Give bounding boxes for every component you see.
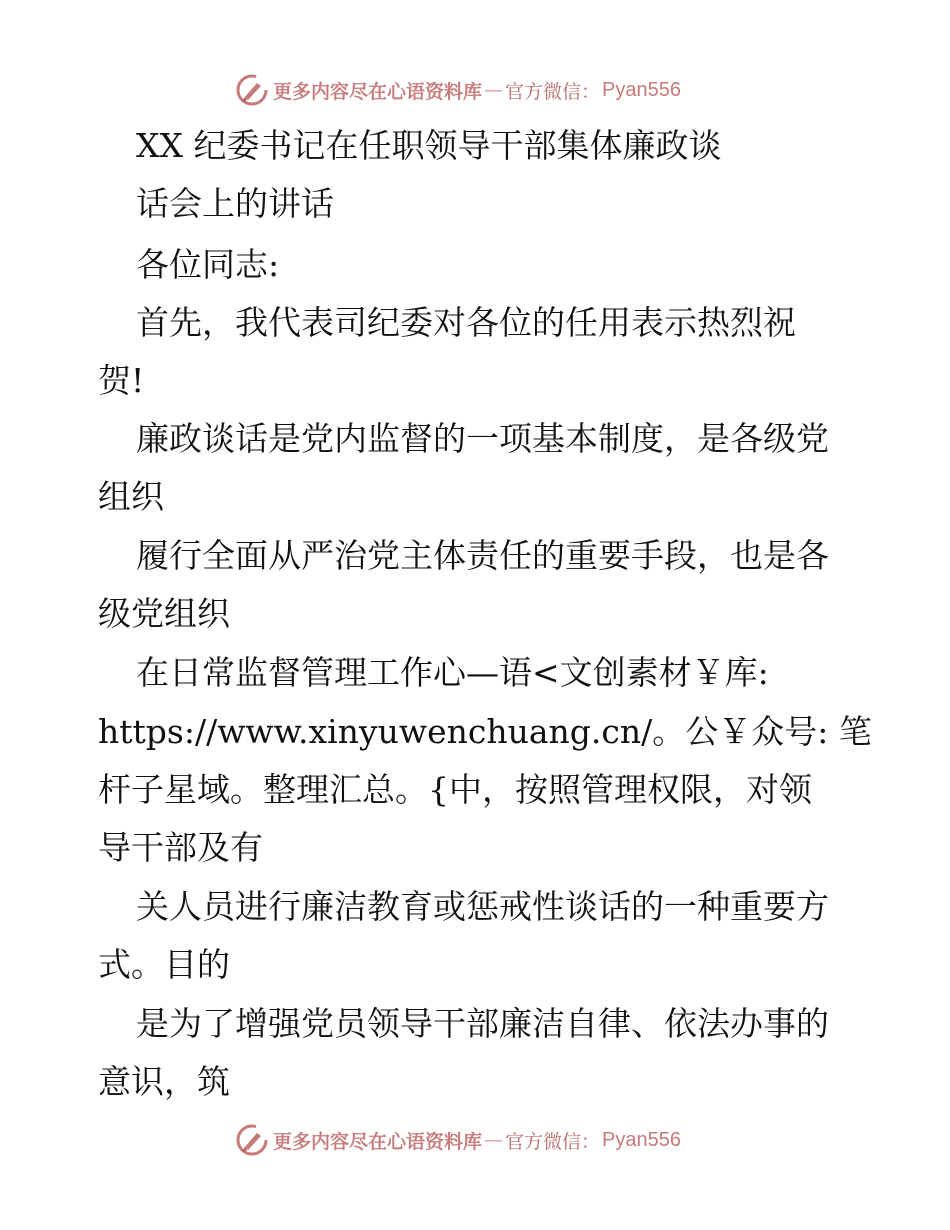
banner-dash: — (484, 1129, 504, 1151)
doc-line: 贺! (98, 361, 145, 400)
doc-line: 首先，我代表司纪委对各位的任用表示热烈祝 (136, 303, 796, 342)
doc-title-line-2: 话会上的讲话 (136, 184, 334, 223)
banner-text: 更多内容尽在心语资料库 (273, 80, 483, 103)
doc-salutation: 各位同志: (136, 245, 280, 284)
wechat-id: Pyan556 (602, 1128, 681, 1151)
doc-line: 意识，筑 (98, 1062, 230, 1101)
doc-line: 级党组织 (98, 594, 230, 633)
footer-watermark-banner (235, 1122, 681, 1158)
doc-line: 组织 (98, 477, 164, 516)
banner-dash: — (484, 79, 504, 101)
doc-line: 廉政谈话是党内监督的一项基本制度，是各级党 (136, 419, 829, 458)
pen-logo-icon (235, 73, 269, 107)
banner-text: 更多内容尽在心语资料库 (273, 1130, 483, 1153)
doc-title-line-1: XX 纪委书记在任职领导干部集体廉政谈 (136, 126, 722, 165)
pen-logo-icon (235, 1123, 269, 1157)
header-watermark-banner (235, 72, 681, 108)
wechat-label: 官方微信： (505, 1130, 601, 1153)
doc-line: https://www.xinyuwenchuang.cn/。公￥众号: 笔 (98, 712, 872, 751)
doc-line: 式。目的 (98, 945, 230, 984)
doc-line: 是为了增强党员领导干部廉洁自律、依法办事的 (136, 1004, 829, 1043)
doc-line: 导干部及有 (98, 828, 263, 867)
doc-line: 履行全面从严治党主体责任的重要手段，也是各 (136, 536, 829, 575)
doc-line: 杆子星域。整理汇总。{中，按照管理权限，对领 (98, 770, 812, 809)
doc-line: 在日常监督管理工作心—语<文创素材￥库: (136, 653, 769, 692)
wechat-id: Pyan556 (602, 78, 681, 101)
doc-line: 关人员进行廉洁教育或惩戒性谈话的一种重要方 (136, 887, 829, 926)
wechat-label: 官方微信： (505, 80, 601, 103)
